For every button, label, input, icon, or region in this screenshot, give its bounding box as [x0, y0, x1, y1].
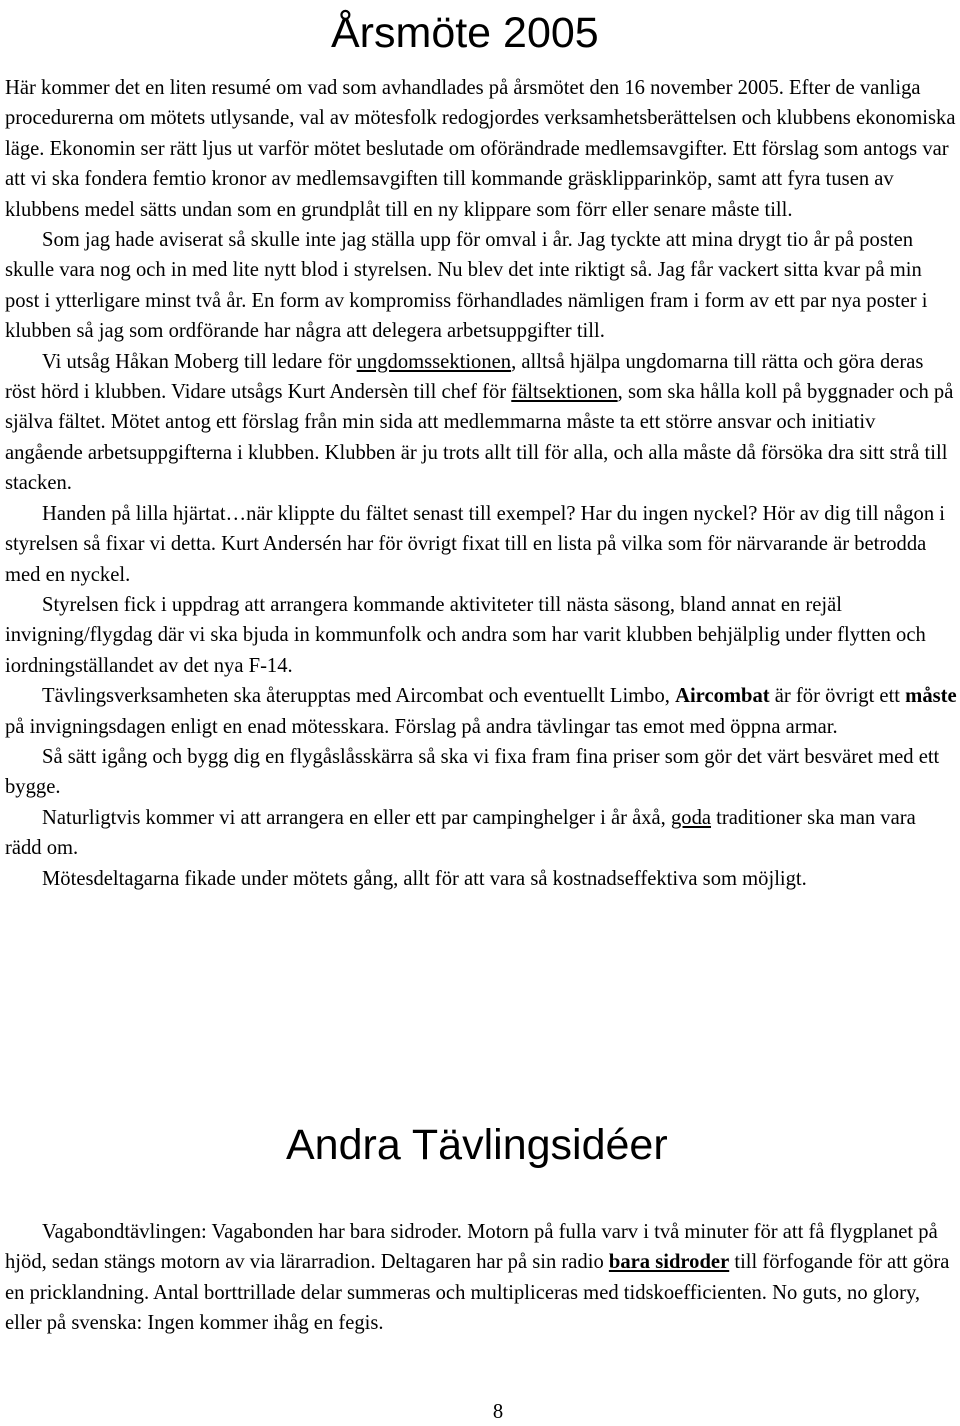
- paragraph-text: Tävlingsverksamheten ska återupptas med Aircombat och eventuellt Limbo,: [42, 685, 676, 708]
- paragraph-text: på invigningsdagen enligt en enad mötesskara. Förslag på andra tävlingar tas emot med öppna armar.: [5, 715, 838, 738]
- section-title-andra-tavlingsideer: Andra Tävlingsidéer: [286, 1121, 668, 1169]
- paragraph-text: Vagabondtävlingen: Vagabonden har bara sidroder. Motorn på fulla varv i två minuter för att få flygplanet på hjöd, sedan stängs motorn av via lärarradion. Deltagaren har på sin radio: [5, 1221, 938, 1274]
- paragraph-text: Här kommer det en liten resumé om vad som avhandlades på årsmötet den 16 november 2005. Efter de vanliga procedurerna om mötets utlysande, val av mötesfolk redogjordes verksamhetsberättelsen och klubbens ekonomiska läge. Ekonomin ser rätt ljus ut varför mötet beslutade om oförändrade medlemsavgifter. Ett förslag som antogs var att vi ska fondera femtio kronor av medlemsavgiften till kommande gräsklipparinköp, samt att fyra tusen av klubbens medel sätts undan som en grundplåt till en ny klippare som förr eller senare måste till.: [5, 77, 956, 221]
- paragraph: [5, 1217, 957, 1339]
- paragraph-text: Så sätt igång och bygg dig en flygåslåsskärra så ska vi fixa fram fina priser som gör det värt besväret med ett bygge.: [5, 745, 940, 799]
- paragraph: [5, 73, 957, 225]
- paragraph: [5, 590, 957, 681]
- paragraph: [5, 499, 957, 590]
- paragraph: [5, 347, 957, 499]
- paragraph-text: traditioner ska man vara rädd om.: [5, 806, 916, 860]
- section-title-arsmote: Årsmöte 2005: [331, 9, 599, 57]
- paragraph-text: Styrelsen fick i uppdrag att arrangera kommande aktiviteter till nästa säsong, bland annat en rejäl invigning/flygdag där vi ska bjuda in kommunfolk och andra som har varit klubben behjälplig under flytten och iordningställandet av det nya F-14.: [5, 593, 926, 677]
- paragraph: [5, 803, 957, 864]
- page-number: 8: [492, 1401, 504, 1423]
- paragraph-text: Vi utsåg Håkan Moberg till ledare för: [42, 350, 357, 373]
- paragraph-text: Handen på lilla hjärtat…när klippte du fältet senast till exempel? Har du ingen nyckel? Hör av dig till någon i styrelsen så fixar vi detta. Kurt Andersén har för övrigt fixat till en lista på vilka som för närvarande är betrodda med en nyckel.: [5, 502, 945, 586]
- paragraph-text: Naturligtvis kommer vi att arrangera en eller ett par campinghelger i år åxå,: [42, 806, 671, 829]
- paragraph: [5, 742, 957, 803]
- paragraph-text: är för övrigt ett: [769, 685, 906, 708]
- paragraph-text: Mötesdeltagarna fikade under mötets gång, allt för att vara så kostnadseffektiva som möjligt.: [42, 867, 807, 890]
- paragraph: [5, 681, 957, 742]
- section-body-arsmote: [5, 73, 957, 894]
- section-body-andra-tavlingsideer: [5, 1217, 957, 1339]
- paragraph-text: , alltså hjälpa ungdomarna till rätta och göra deras röst hörd i klubben. Vidare utsågs Kurt Andersèn till chef för: [5, 350, 924, 404]
- bold-underlined-term-bara-sidroder: bara sidroder: [608, 1251, 730, 1274]
- paragraph-text: , som ska hålla koll på byggnader och på själva fältet. Mötet antog ett förslag från min sida att medlemmarna måste ta ett större ansvar och initiativ angående arbetsuppgifterna i klubben. Klubben är ju trots allt till för alla, och alla måste då försöka dra sitt strå till stacken.: [5, 381, 954, 495]
- underlined-term-ungdomssektionen: ungdomssektionen: [356, 350, 512, 373]
- paragraph-text: Som jag hade aviserat så skulle inte jag ställa upp för omval i år. Jag tyckte att mina drygt tio år på posten skulle vara nog och in med lite nytt blod i styrelsen. Nu blev det inte riktigt så. Jag får vackert sitta kvar på min post i ytterligare minst två år. En form av kompromiss förhandlades nämligen fram i form av ett par nya poster i klubben så jag som ordförande har några att delegera arbetsuppgifter till.: [5, 229, 928, 343]
- underlined-term-goda: goda: [670, 806, 712, 829]
- underlined-term-faltsektionen: fältsektionen: [511, 381, 618, 404]
- paragraph: [5, 864, 957, 894]
- bold-term-maste: måste: [905, 685, 957, 708]
- paragraph-text: till förfogande för att göra en pricklandning. Antal borttrillade delar summeras och multipliceras med tidskoefficienten. No guts, no glory, eller på svenska: Ingen kommer ihåg en fegis.: [5, 1251, 950, 1335]
- paragraph: [5, 225, 957, 347]
- bold-term-aircombat: Aircombat: [675, 685, 770, 708]
